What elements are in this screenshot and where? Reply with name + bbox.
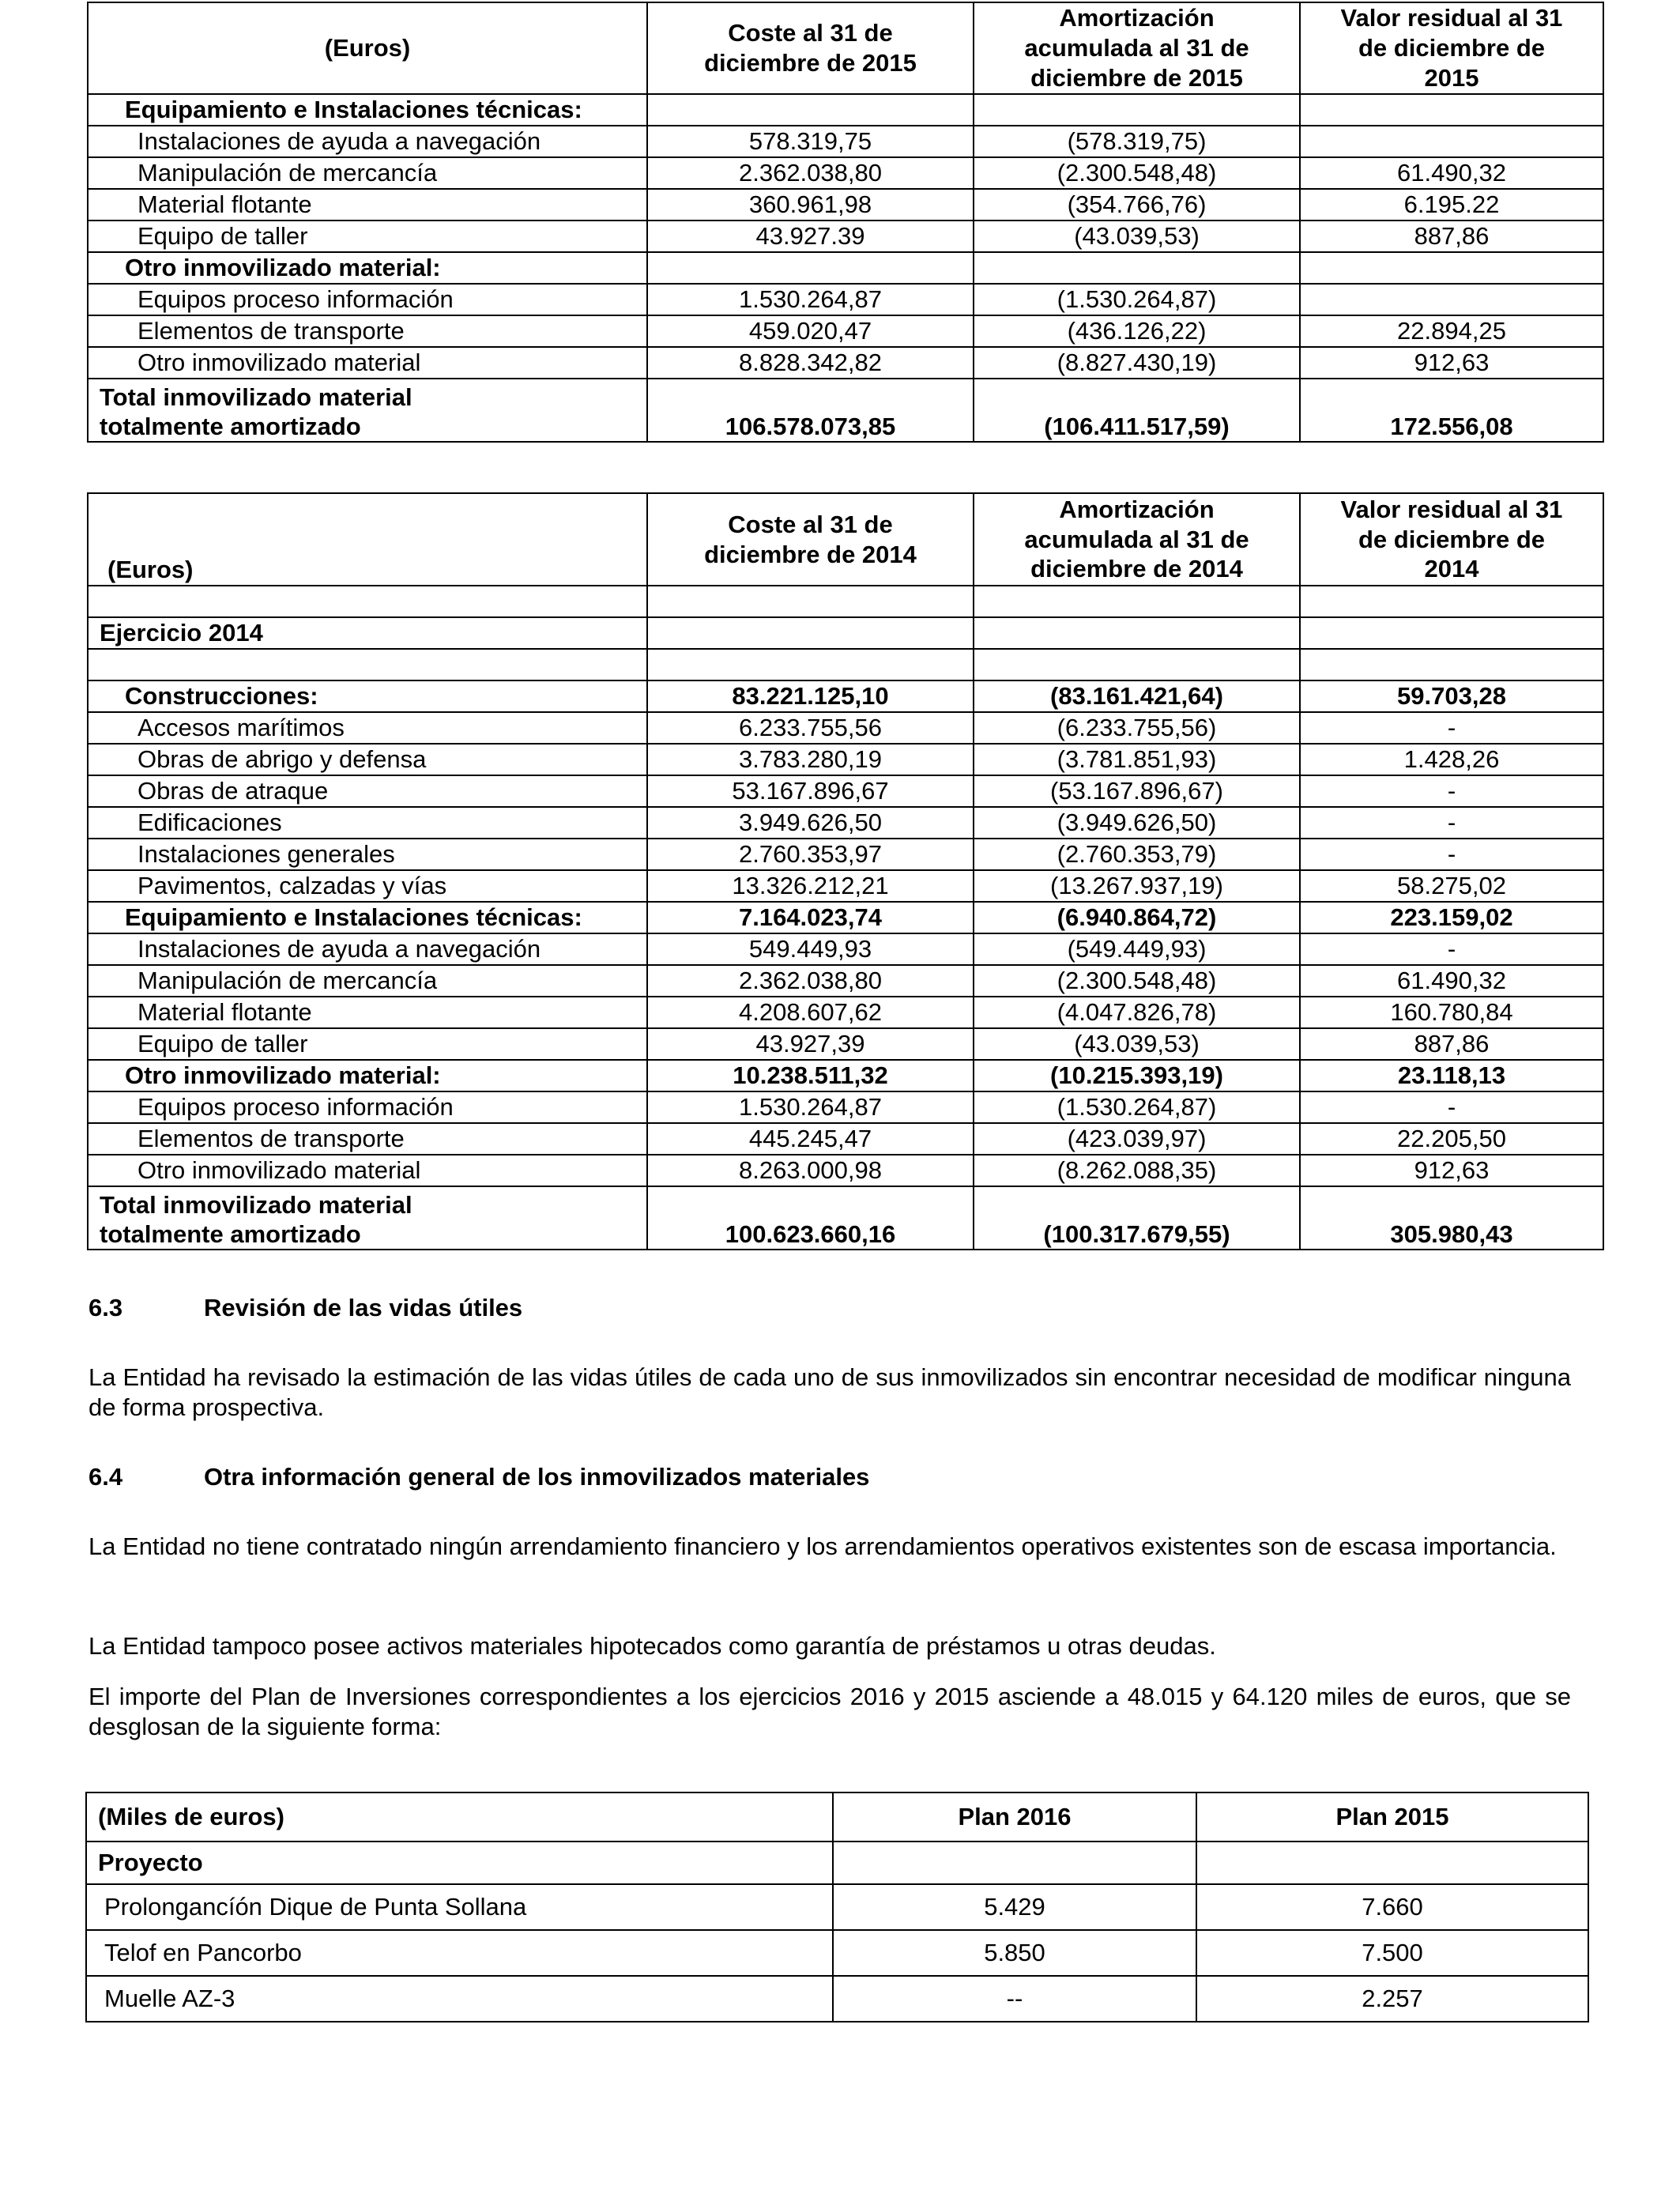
table-row	[88, 126, 1603, 157]
row-residual: -	[1300, 775, 1603, 807]
table-row	[88, 157, 1603, 189]
table-total-row	[88, 1186, 1603, 1250]
row-label: Obras de atraque	[88, 775, 647, 807]
row-label: Elementos de transporte	[88, 315, 647, 347]
row-label: Pavimentos, calzadas y vías	[88, 870, 647, 902]
row-residual: 22.205,50	[1300, 1123, 1603, 1155]
row-label: Otro inmovilizado material	[88, 1155, 647, 1186]
table-row	[88, 284, 1603, 315]
row-amortization: (53.167.896,67)	[974, 775, 1300, 807]
row-amortization: (1.530.264,87)	[974, 284, 1300, 315]
row-cost: 445.245,47	[647, 1123, 974, 1155]
table-row	[88, 1123, 1603, 1155]
table-row	[88, 252, 1603, 284]
row-residual: 22.894,25	[1300, 315, 1603, 347]
row-residual: -	[1300, 839, 1603, 870]
table-row	[88, 1060, 1603, 1091]
row-cost: 2.362.038,80	[647, 965, 974, 997]
plan-row	[86, 1884, 1588, 1930]
table-header-row	[88, 2, 1603, 94]
header-amort-line2: acumulada al 31 de	[1024, 34, 1249, 62]
table-row	[88, 997, 1603, 1028]
header-resid-line2: de diciembre de	[1358, 525, 1546, 553]
row-cost: 360.961,98	[647, 189, 974, 221]
plan-row	[86, 1930, 1588, 1976]
header-resid-line1: Valor residual al 31	[1340, 4, 1563, 32]
table-row	[88, 744, 1603, 775]
row-label: Accesos marítimos	[88, 712, 647, 744]
plan-header-2016: Plan 2016	[833, 1793, 1196, 1842]
plan-row-2015: 7.500	[1196, 1930, 1588, 1976]
row-label: Instalaciones generales	[88, 839, 647, 870]
row-cost: 8.828.342,82	[647, 347, 974, 379]
row-cost: 83.221.125,10	[647, 680, 974, 712]
row-cost: 1.530.264,87	[647, 1091, 974, 1123]
header-cost-line2: diciembre de 2015	[704, 49, 917, 77]
row-label: Otro inmovilizado material	[88, 347, 647, 379]
paragraph-investment-plan: El importe del Plan de Inversiones correspondientes a los ejercicios 2016 y 2015 asciende a 48.015 y 64.120 miles de euros, que se desglosan de la siguiente forma:	[89, 1683, 1571, 1740]
header-cost-line2: diciembre de 2014	[704, 540, 917, 568]
row-cost: 549.449,93	[647, 933, 974, 965]
row-label: Material flotante	[88, 997, 647, 1028]
row-label: Edificaciones	[88, 807, 647, 839]
spacer-row	[88, 586, 1603, 617]
total-cost: 106.578.073,85	[647, 379, 974, 442]
row-amortization: (6.233.755,56)	[974, 712, 1300, 744]
table-row	[88, 775, 1603, 807]
row-residual: 61.490,32	[1300, 157, 1603, 189]
table-row	[88, 1091, 1603, 1123]
plan-header-units: (Miles de euros)	[86, 1793, 833, 1842]
table-row	[88, 1155, 1603, 1186]
table-row	[88, 712, 1603, 744]
plan-row-2016: 5.850	[833, 1930, 1196, 1976]
row-cost: 2.760.353,97	[647, 839, 974, 870]
row-cost: 6.233.755,56	[647, 712, 974, 744]
row-label: Manipulación de mercancía	[88, 965, 647, 997]
header-cost	[647, 2, 974, 94]
row-label: Equipo de taller	[88, 221, 647, 252]
header-euros: (Euros)	[88, 493, 647, 586]
row-cost: 7.164.023,74	[647, 902, 974, 933]
table-row	[88, 680, 1603, 712]
row-amortization: (8.262.088,35)	[974, 1155, 1300, 1186]
plan-row-label: Telof en Pancorbo	[86, 1930, 833, 1976]
row-amortization: (43.039,53)	[974, 1028, 1300, 1060]
row-amortization: (8.827.430,19)	[974, 347, 1300, 379]
row-cost	[647, 94, 974, 126]
section-number: 6.3	[89, 1294, 123, 1321]
total-amortization: (106.411.517,59)	[974, 379, 1300, 442]
row-residual: 160.780,84	[1300, 997, 1603, 1028]
paragraph-useful-lives: La Entidad ha revisado la estimación de las vidas útiles de cada uno de sus inmovilizados sin encontrar necesidad de modificar ninguna de forma prospectiva.	[89, 1363, 1571, 1421]
row-residual	[1300, 94, 1603, 126]
paragraph-leases: La Entidad no tiene contratado ningún arrendamiento financiero y los arrendamientos operativos existentes son de escasa importancia.	[89, 1532, 1557, 1560]
row-cost: 8.263.000,98	[647, 1155, 974, 1186]
row-residual: -	[1300, 1091, 1603, 1123]
row-residual	[1300, 284, 1603, 315]
row-label: Manipulación de mercancía	[88, 157, 647, 189]
row-cost: 1.530.264,87	[647, 284, 974, 315]
row-cost: 43.927,39	[647, 1028, 974, 1060]
row-amortization: (4.047.826,78)	[974, 997, 1300, 1028]
row-amortization: (43.039,53)	[974, 221, 1300, 252]
row-label: Otro inmovilizado material:	[88, 252, 647, 284]
row-residual: 912,63	[1300, 347, 1603, 379]
table-row	[88, 221, 1603, 252]
row-amortization: (3.949.626,50)	[974, 807, 1300, 839]
row-label: Equipo de taller	[88, 1028, 647, 1060]
header-amort-line3: diciembre de 2015	[1030, 63, 1243, 92]
row-amortization: (13.267.937,19)	[974, 870, 1300, 902]
row-label: Equipamiento e Instalaciones técnicas:	[88, 94, 647, 126]
row-amortization: (2.300.548,48)	[974, 157, 1300, 189]
investment-plan-table	[85, 1792, 1589, 2022]
table-row	[88, 933, 1603, 965]
row-cost: 43.927.39	[647, 221, 974, 252]
table-row	[88, 94, 1603, 126]
section-heading-6-3	[89, 1294, 522, 1322]
header-residual	[1300, 493, 1603, 586]
section-number: 6.4	[89, 1463, 123, 1491]
plan-header-row	[86, 1793, 1588, 1842]
row-label: Equipos proceso información	[88, 1091, 647, 1123]
total-label-line1: Total inmovilizado material	[100, 1190, 412, 1219]
header-cost	[647, 493, 974, 586]
table-row	[88, 1028, 1603, 1060]
table-row	[88, 965, 1603, 997]
row-amortization: (1.530.264,87)	[974, 1091, 1300, 1123]
row-cost: 2.362.038,80	[647, 157, 974, 189]
row-amortization	[974, 94, 1300, 126]
plan-row-2015: 7.660	[1196, 1884, 1588, 1930]
row-residual: 59.703,28	[1300, 680, 1603, 712]
row-label: Otro inmovilizado material:	[88, 1060, 647, 1091]
row-amortization: (549.449,93)	[974, 933, 1300, 965]
table-row	[88, 870, 1603, 902]
header-amort-line1: Amortización	[1059, 4, 1215, 32]
row-label: Equipos proceso información	[88, 284, 647, 315]
plan-group-row	[86, 1842, 1588, 1884]
plan-header-2015: Plan 2015	[1196, 1793, 1588, 1842]
row-label: Elementos de transporte	[88, 1123, 647, 1155]
row-residual: 887,86	[1300, 1028, 1603, 1060]
total-amortization: (100.317.679,55)	[974, 1186, 1300, 1250]
table-total-row	[88, 379, 1603, 442]
row-amortization: (423.039,97)	[974, 1123, 1300, 1155]
row-residual	[1300, 252, 1603, 284]
row-cost: 459.020,47	[647, 315, 974, 347]
table-row	[88, 807, 1603, 839]
header-residual	[1300, 2, 1603, 94]
row-residual: 1.428,26	[1300, 744, 1603, 775]
row-cost: 578.319,75	[647, 126, 974, 157]
row-cost: 10.238.511,32	[647, 1060, 974, 1091]
row-residual: 23.118,13	[1300, 1060, 1603, 1091]
header-resid-line1: Valor residual al 31	[1340, 495, 1563, 523]
header-cost-line1: Coste al 31 de	[728, 510, 893, 538]
section-title: Revisión de las vidas útiles	[204, 1294, 523, 1321]
row-amortization: (3.781.851,93)	[974, 744, 1300, 775]
total-label	[88, 1186, 647, 1250]
plan-row-label: Muelle AZ-3	[86, 1976, 833, 2022]
row-residual: 58.275,02	[1300, 870, 1603, 902]
ejercicio-row	[88, 617, 1603, 649]
row-cost: 13.326.212,21	[647, 870, 974, 902]
row-residual: -	[1300, 712, 1603, 744]
row-residual: 887,86	[1300, 221, 1603, 252]
row-amortization: (354.766,76)	[974, 189, 1300, 221]
row-amortization: (436.126,22)	[974, 315, 1300, 347]
row-cost: 3.949.626,50	[647, 807, 974, 839]
row-amortization: (6.940.864,72)	[974, 902, 1300, 933]
header-amort-line1: Amortización	[1059, 495, 1215, 523]
row-label: Construcciones:	[88, 680, 647, 712]
header-amortization	[974, 493, 1300, 586]
row-cost: 3.783.280,19	[647, 744, 974, 775]
row-label: Equipamiento e Instalaciones técnicas:	[88, 902, 647, 933]
row-label: Instalaciones de ayuda a navegación	[88, 933, 647, 965]
total-cost: 100.623.660,16	[647, 1186, 974, 1250]
header-amort-line3: diciembre de 2014	[1030, 555, 1243, 583]
row-cost: 53.167.896,67	[647, 775, 974, 807]
table-row	[88, 189, 1603, 221]
row-residual: -	[1300, 933, 1603, 965]
paragraph-mortgages: La Entidad tampoco posee activos materiales hipotecados como garantía de préstamos u otras deudas.	[89, 1632, 1216, 1660]
row-amortization	[974, 252, 1300, 284]
total-residual: 305.980,43	[1300, 1186, 1603, 1250]
total-label-line1: Total inmovilizado material	[100, 383, 412, 411]
plan-row-label: Prolongancíón Dique de Punta Sollana	[86, 1884, 833, 1930]
total-residual: 172.556,08	[1300, 379, 1603, 442]
table-header-row	[88, 493, 1603, 586]
row-residual	[1300, 126, 1603, 157]
header-amortization	[974, 2, 1300, 94]
row-amortization: (2.300.548,48)	[974, 965, 1300, 997]
section-heading-6-4	[89, 1463, 869, 1491]
table-row	[88, 347, 1603, 379]
spacer-row	[88, 649, 1603, 680]
row-cost: 4.208.607,62	[647, 997, 974, 1028]
header-resid-line3: 2015	[1424, 63, 1479, 92]
table-row	[88, 902, 1603, 933]
plan-row	[86, 1976, 1588, 2022]
fixed-assets-table-2014	[87, 492, 1604, 1250]
plan-row-2015: 2.257	[1196, 1976, 1588, 2022]
header-resid-line3: 2014	[1424, 555, 1479, 583]
fixed-assets-table-2015	[87, 2, 1604, 443]
row-label: Obras de abrigo y defensa	[88, 744, 647, 775]
header-cost-line1: Coste al 31 de	[728, 19, 893, 47]
ejercicio-label: Ejercicio 2014	[88, 617, 647, 649]
row-amortization: (578.319,75)	[974, 126, 1300, 157]
row-amortization: (2.760.353,79)	[974, 839, 1300, 870]
total-label-line2: totalmente amortizado	[100, 1220, 361, 1248]
header-amort-line2: acumulada al 31 de	[1024, 525, 1249, 553]
total-label-line2: totalmente amortizado	[100, 412, 361, 440]
plan-row-2016: --	[833, 1976, 1196, 2022]
plan-row-2016: 5.429	[833, 1884, 1196, 1930]
table-row	[88, 839, 1603, 870]
table-row	[88, 315, 1603, 347]
section-title: Otra información general de los inmovilizados materiales	[204, 1463, 870, 1491]
row-cost	[647, 252, 974, 284]
header-resid-line2: de diciembre de	[1358, 34, 1546, 62]
row-residual: -	[1300, 807, 1603, 839]
header-euros: (Euros)	[88, 2, 647, 94]
row-label: Instalaciones de ayuda a navegación	[88, 126, 647, 157]
total-label	[88, 379, 647, 442]
row-amortization: (83.161.421,64)	[974, 680, 1300, 712]
row-residual: 223.159,02	[1300, 902, 1603, 933]
plan-group-label: Proyecto	[86, 1842, 833, 1884]
row-residual: 61.490,32	[1300, 965, 1603, 997]
row-amortization: (10.215.393,19)	[974, 1060, 1300, 1091]
row-residual: 912,63	[1300, 1155, 1603, 1186]
row-label: Material flotante	[88, 189, 647, 221]
row-residual: 6.195.22	[1300, 189, 1603, 221]
